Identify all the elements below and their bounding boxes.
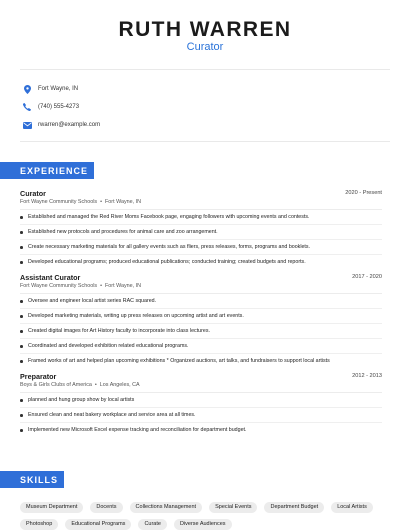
bullet-item: Developed educational programs; produced educational publications; conducted training; created budgets and reports. bbox=[20, 255, 382, 270]
bullet-item: planned and hung group show by local artists bbox=[20, 393, 382, 408]
skill-chip: Photoshop bbox=[20, 519, 58, 530]
job-title: Assistant Curator bbox=[20, 273, 81, 282]
job-entry bbox=[20, 372, 382, 438]
experience-section-header: EXPERIENCE bbox=[0, 162, 94, 179]
contact-email[interactable] bbox=[22, 119, 100, 131]
skill-chip: Special Events bbox=[209, 502, 257, 513]
bullet-item: Developed marketing materials, writing up press releases on upcoming artist and art events. bbox=[20, 309, 382, 324]
skill-chip: Collections Management bbox=[130, 502, 203, 513]
bullet-item: Create necessary marketing materials for all gallery events such as fliers, press releases, forms, programs and booklets. bbox=[20, 240, 382, 255]
skills-row bbox=[20, 519, 390, 530]
job-title-heading: Curator bbox=[186, 41, 224, 53]
job-title: Curator bbox=[20, 189, 46, 198]
candidate-name: RUTH WARREN bbox=[118, 18, 292, 41]
job-bullets bbox=[20, 294, 382, 369]
bullet-item: Ensured clean and neat bakery workplace and service area at all times. bbox=[20, 408, 382, 423]
organization-location: Los Angeles, CA bbox=[99, 382, 140, 388]
bullet-item: Established new protocols and procedures for animal care and zoo arrangement. bbox=[20, 225, 382, 240]
contact-divider bbox=[20, 141, 390, 142]
bullet-item: Created digital images for Art History faculty to incorporate into class lectures. bbox=[20, 324, 382, 339]
phone-icon bbox=[22, 102, 32, 112]
skill-chip: Museum Department bbox=[20, 502, 83, 513]
job-dates: 2020 - Present bbox=[345, 190, 382, 196]
organization-location: Fort Wayne, IN bbox=[104, 283, 142, 289]
skills-section-header: SKILLS bbox=[0, 471, 64, 488]
skill-chip: Department Budget bbox=[264, 502, 324, 513]
skills-list bbox=[20, 502, 390, 530]
organization-name: Boys & Girls Clubs of America bbox=[20, 382, 92, 388]
contact-email-text[interactable]: rwarren@example.com bbox=[38, 122, 101, 128]
organization-name: Fort Wayne Community Schools bbox=[20, 199, 98, 205]
job-organization: Boys & Girls Clubs of America • Los Angeles, CA bbox=[20, 382, 140, 388]
contact-location-text: Fort Wayne, IN bbox=[38, 86, 79, 92]
job-dates: 2017 - 2020 bbox=[352, 274, 382, 280]
job-organization: Fort Wayne Community Schools • Fort Wayne, IN bbox=[20, 283, 142, 289]
skill-chip: Docents bbox=[90, 502, 122, 513]
bullet-item: Coordinated and developed exhibition related educational programs. bbox=[20, 339, 382, 354]
contact-location bbox=[22, 83, 78, 95]
location-pin-icon bbox=[22, 84, 32, 94]
bullet-item: Oversee and engineer local artist series RAC squared. bbox=[20, 294, 382, 309]
contact-phone-text: (740) 555-4273 bbox=[38, 104, 80, 110]
job-entry bbox=[20, 189, 382, 270]
skill-chip: Curate bbox=[138, 519, 167, 530]
mail-icon bbox=[22, 120, 32, 130]
bullet-item: Implemented new Microsoft Excel expense tracking and reconciliation for department budget. bbox=[20, 423, 382, 438]
bullet-item: Framed works of art and helped plan upcoming exhibitions * Organized auctions, art talks, and fundraisers to support local artists bbox=[20, 354, 382, 369]
skill-chip: Diverse Audiences bbox=[174, 519, 232, 530]
organization-name: Fort Wayne Community Schools bbox=[20, 283, 98, 289]
job-title: Preparator bbox=[20, 372, 57, 381]
bullet-item: Established and managed the Red River Moms Facebook page, engaging followers with upcoming events and contests. bbox=[20, 210, 382, 225]
job-bullets bbox=[20, 210, 382, 270]
skills-row bbox=[20, 502, 390, 513]
skill-chip: Local Artists bbox=[331, 502, 373, 513]
job-organization: Fort Wayne Community Schools • Fort Wayne, IN bbox=[20, 199, 142, 205]
job-dates: 2012 - 2013 bbox=[352, 373, 382, 379]
skill-chip: Educational Programs bbox=[65, 519, 131, 530]
header-divider bbox=[20, 69, 390, 70]
job-bullets bbox=[20, 393, 382, 438]
organization-location: Fort Wayne, IN bbox=[104, 199, 142, 205]
job-entry bbox=[20, 273, 382, 369]
contact-phone bbox=[22, 101, 79, 113]
